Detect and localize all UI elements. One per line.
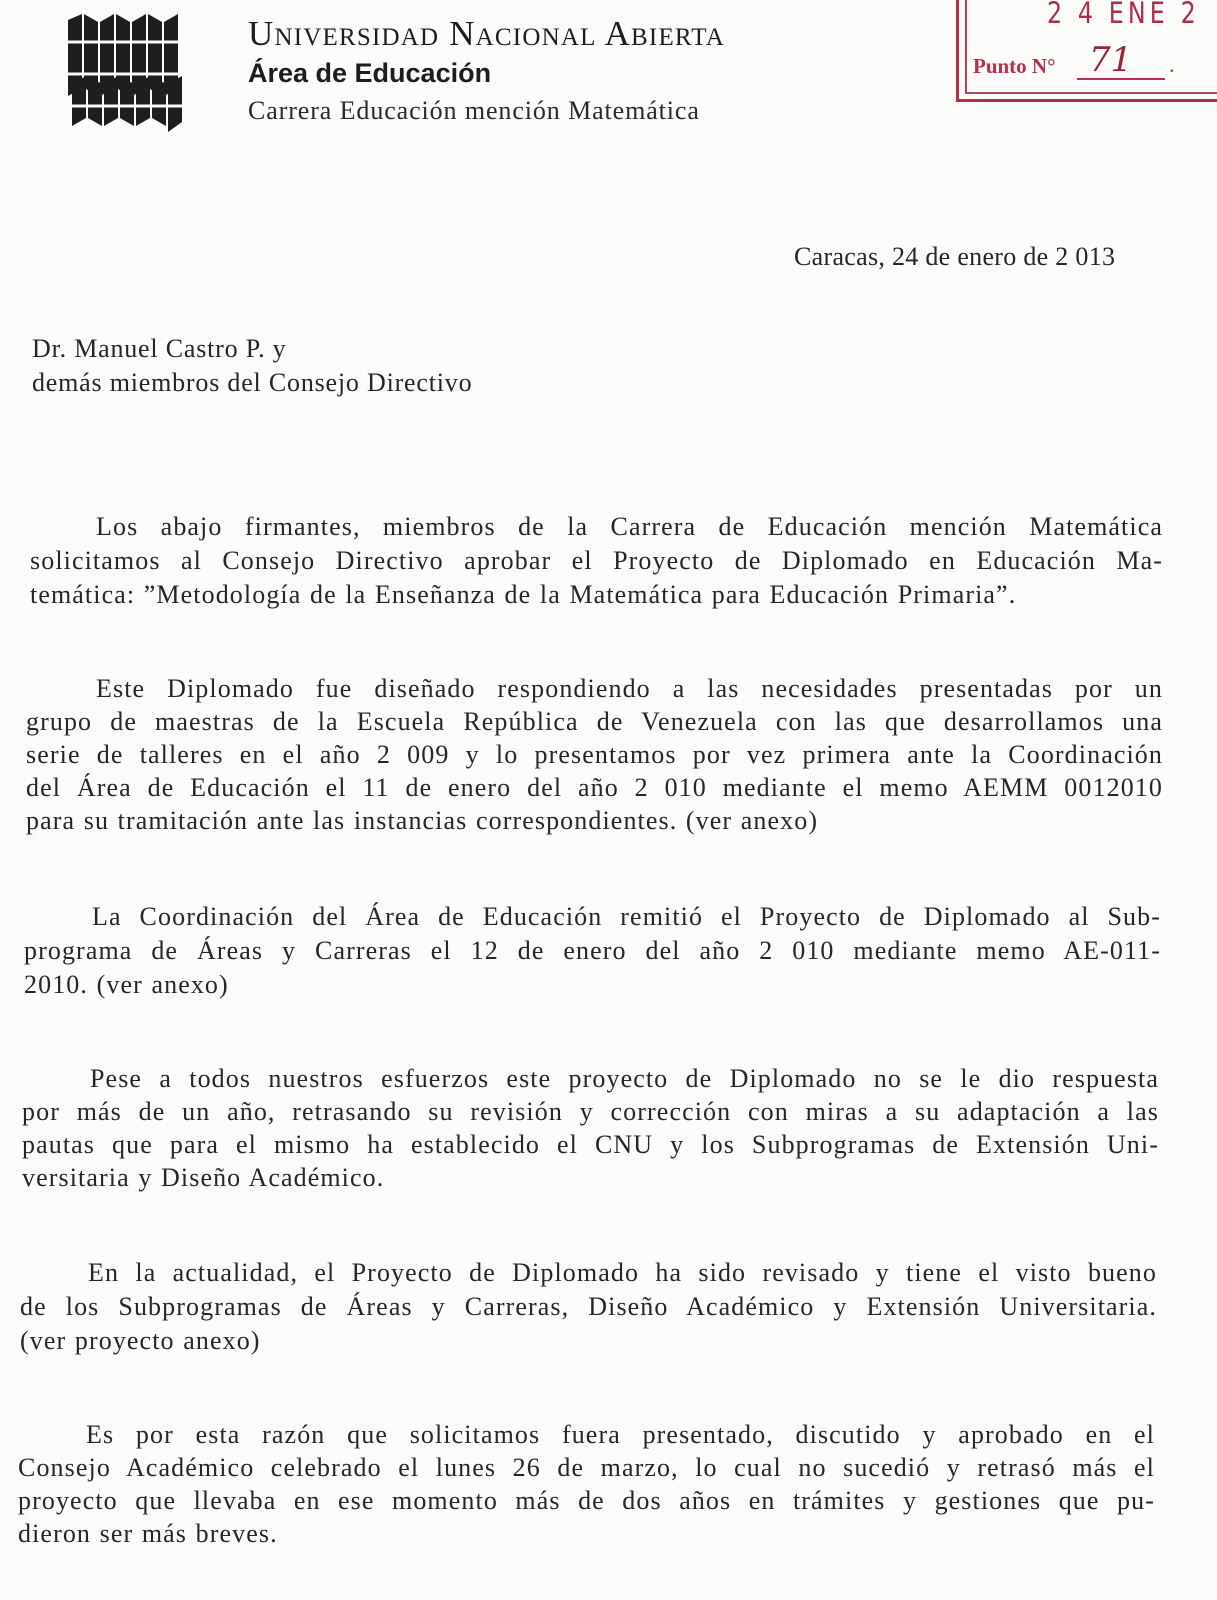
paragraph-line: dieron ser más breves.	[18, 1519, 278, 1548]
paragraph-1	[30, 510, 1163, 612]
paragraph-line: Los abajo firmantes, miembros de la Carrera de Educación mención Matemática	[96, 512, 1163, 541]
paragraph-line: para su tramitación ante las instancias correspondientes. (ver anexo)	[26, 806, 819, 835]
stamp-label: Punto N°	[973, 54, 1056, 78]
paragraph-line: programa de Áreas y Carreras el 12 de enero del año 2 010 mediante memo AE-011-	[24, 936, 1161, 965]
paragraph-line: pautas que para el mismo ha establecido el CNU y los Subprogramas de Extensión Uni-	[22, 1130, 1159, 1159]
paragraph-5	[20, 1256, 1157, 1358]
paragraph-line: La Coordinación del Área de Educación remitió el Proyecto de Diplomado al Sub-	[92, 902, 1161, 931]
paragraph-line: Este Diplomado fue diseñado respondiendo a las necesidades presentadas por un	[96, 674, 1163, 703]
recipient-line: Dr. Manuel Castro P. y	[32, 334, 287, 363]
career-name: Carrera Educación mención Matemática	[248, 96, 700, 125]
paragraph-6	[18, 1418, 1155, 1550]
paragraph-line: En la actualidad, el Proyecto de Diplomado ha sido revisado y tiene el visto bueno	[88, 1258, 1157, 1287]
stamp-number: 71	[1089, 40, 1133, 80]
letter-date: Caracas, 24 de enero de 2 013	[794, 242, 1116, 271]
stamp-date: 2 4 ENE 2	[1047, 0, 1200, 30]
paragraph-line: temática: ”Metodología de la Enseñanza de la Matemática para Educación Primaria”.	[30, 580, 1017, 609]
paragraph-line: de los Subprogramas de Áreas y Carreras, Diseño Académico y Extensión Universitaria.	[20, 1292, 1157, 1321]
paragraph-line: grupo de maestras de la Escuela República de Venezuela con las que desarrollamos una	[26, 707, 1163, 736]
university-name: Universidad Nacional Abierta	[248, 14, 726, 53]
paragraph-3	[24, 900, 1161, 1002]
area-name: Área de Educación	[248, 58, 492, 88]
paragraph-line: del Área de Educación el 11 de enero del año 2 010 mediante el memo AEMM 0012010	[26, 773, 1163, 802]
recipient-line: demás miembros del Consejo Directivo	[32, 368, 473, 397]
paragraph-line: serie de talleres en el año 2 009 y lo presentamos por vez primera ante la Coordinación	[26, 740, 1163, 769]
paragraph-line: solicitamos al Consejo Directivo aprobar el Proyecto de Diplomado en Educación Ma-	[30, 546, 1163, 575]
recipient-block	[32, 332, 472, 400]
stamp-dot: .	[1169, 52, 1175, 77]
paragraph-line: Consejo Académico celebrado el lunes 26 de marzo, lo cual no sucedió y retrasó más el	[18, 1453, 1155, 1482]
paragraph-line: (ver proyecto anexo)	[20, 1326, 261, 1355]
paragraph-line: Pese a todos nuestros esfuerzos este proyecto de Diplomado no se le dio respuesta	[90, 1064, 1159, 1093]
paragraph-2	[26, 672, 1163, 837]
paragraph-line: Es por esta razón que solicitamos fuera presentado, discutido y aprobado en el	[86, 1420, 1155, 1449]
paragraph-line: 2010. (ver anexo)	[24, 970, 229, 999]
paragraph-4	[22, 1062, 1159, 1194]
paragraph-line: proyecto que llevaba en ese momento más de dos años en trámites y gestiones que pu-	[18, 1486, 1155, 1515]
reception-stamp	[956, 0, 1217, 102]
paragraph-line: versitaria y Diseño Académico.	[22, 1163, 385, 1192]
university-logo-icon	[64, 12, 186, 136]
paragraph-line: por más de un año, retrasando su revisión y corrección con miras a su adaptación a las	[22, 1097, 1159, 1126]
letterhead	[248, 14, 725, 128]
